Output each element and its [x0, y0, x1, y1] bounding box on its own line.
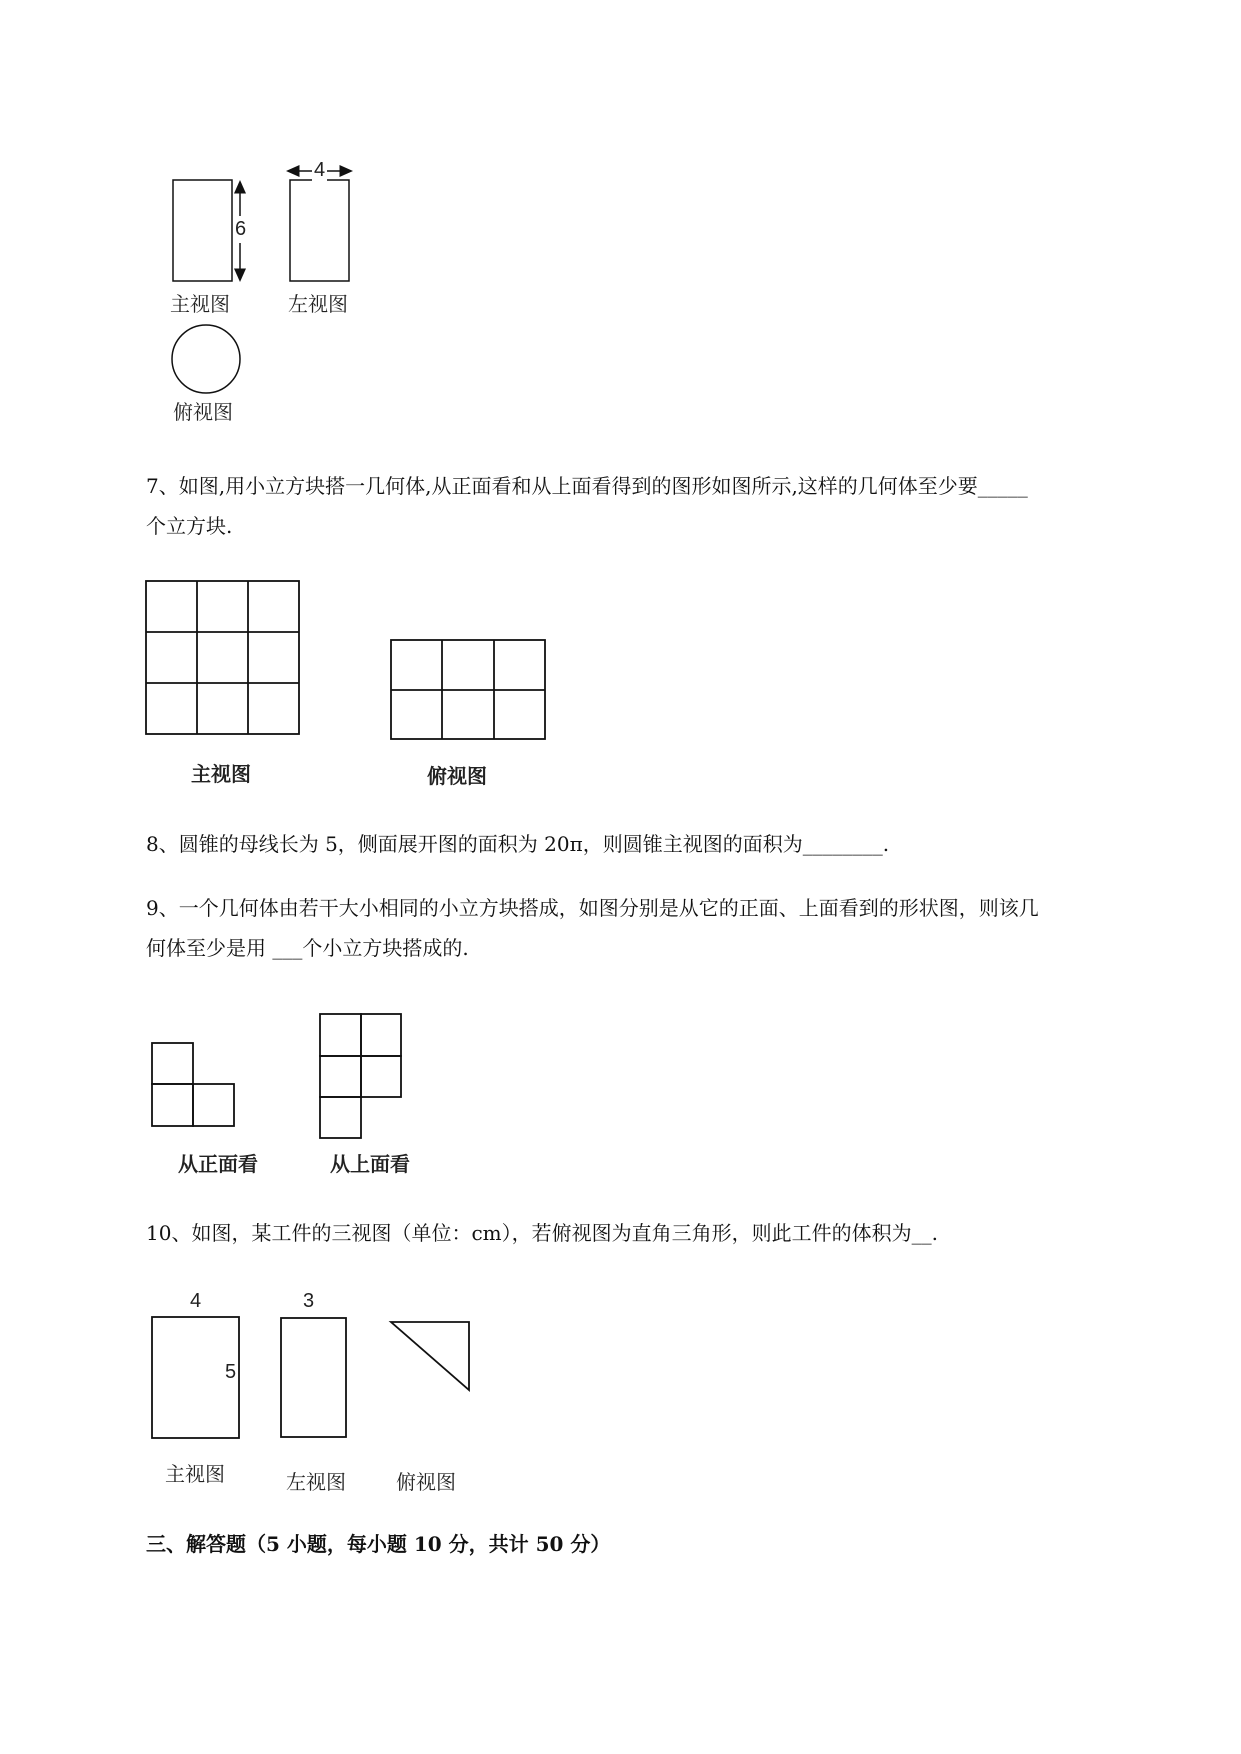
q10-top-view-triangle — [391, 1322, 469, 1390]
q6-dim-height: 6 — [235, 216, 246, 243]
q9-front-label: 从正面看 — [178, 1152, 258, 1176]
q10-left-view-rect — [281, 1318, 346, 1437]
q7-text-line2: 个立方块. — [146, 514, 233, 538]
q8-text: 8、圆锥的母线长为 5，侧面展开图的面积为 20π，则圆锥主视图的面积为________. — [146, 832, 890, 856]
q7-front-label: 主视图 — [191, 762, 251, 786]
q7-top-label: 俯视图 — [427, 764, 487, 788]
q6-front-label: 主视图 — [170, 292, 230, 316]
q10-dim-front-width: 4 — [190, 1290, 202, 1312]
q10-front-label: 主视图 — [165, 1462, 225, 1486]
q10-dim-left-width: 3 — [303, 1290, 315, 1312]
q7-text-line1: 7、如图,用小立方块搭一几何体,从正面看和从上面看得到的图形如图所示,这样的几何体至少要_____ — [146, 474, 1028, 498]
q6-dim-width: 4 — [314, 159, 326, 181]
q10-text: 10、如图，某工件的三视图（单位：cm），若俯视图为直角三角形，则此工件的体积为__. — [146, 1221, 938, 1245]
q10-dim-front-height: 5 — [225, 1361, 237, 1383]
q9-text-line2: 何体至少是用 ___个小立方块搭成的. — [146, 936, 469, 960]
section3-heading: 三、解答题（5 小题，每小题 10 分，共计 50 分） — [146, 1532, 611, 1556]
q6-top-label: 俯视图 — [173, 400, 233, 424]
q10-left-label: 左视图 — [286, 1470, 346, 1494]
q9-text-line1: 9、一个几何体由若干大小相同的小立方块搭成，如图分别是从它的正面、上面看到的形状图，则该几 — [146, 896, 1039, 920]
q9-top-label: 从上面看 — [330, 1152, 410, 1176]
q6-left-label: 左视图 — [288, 292, 348, 316]
q10-top-label: 俯视图 — [396, 1470, 456, 1494]
